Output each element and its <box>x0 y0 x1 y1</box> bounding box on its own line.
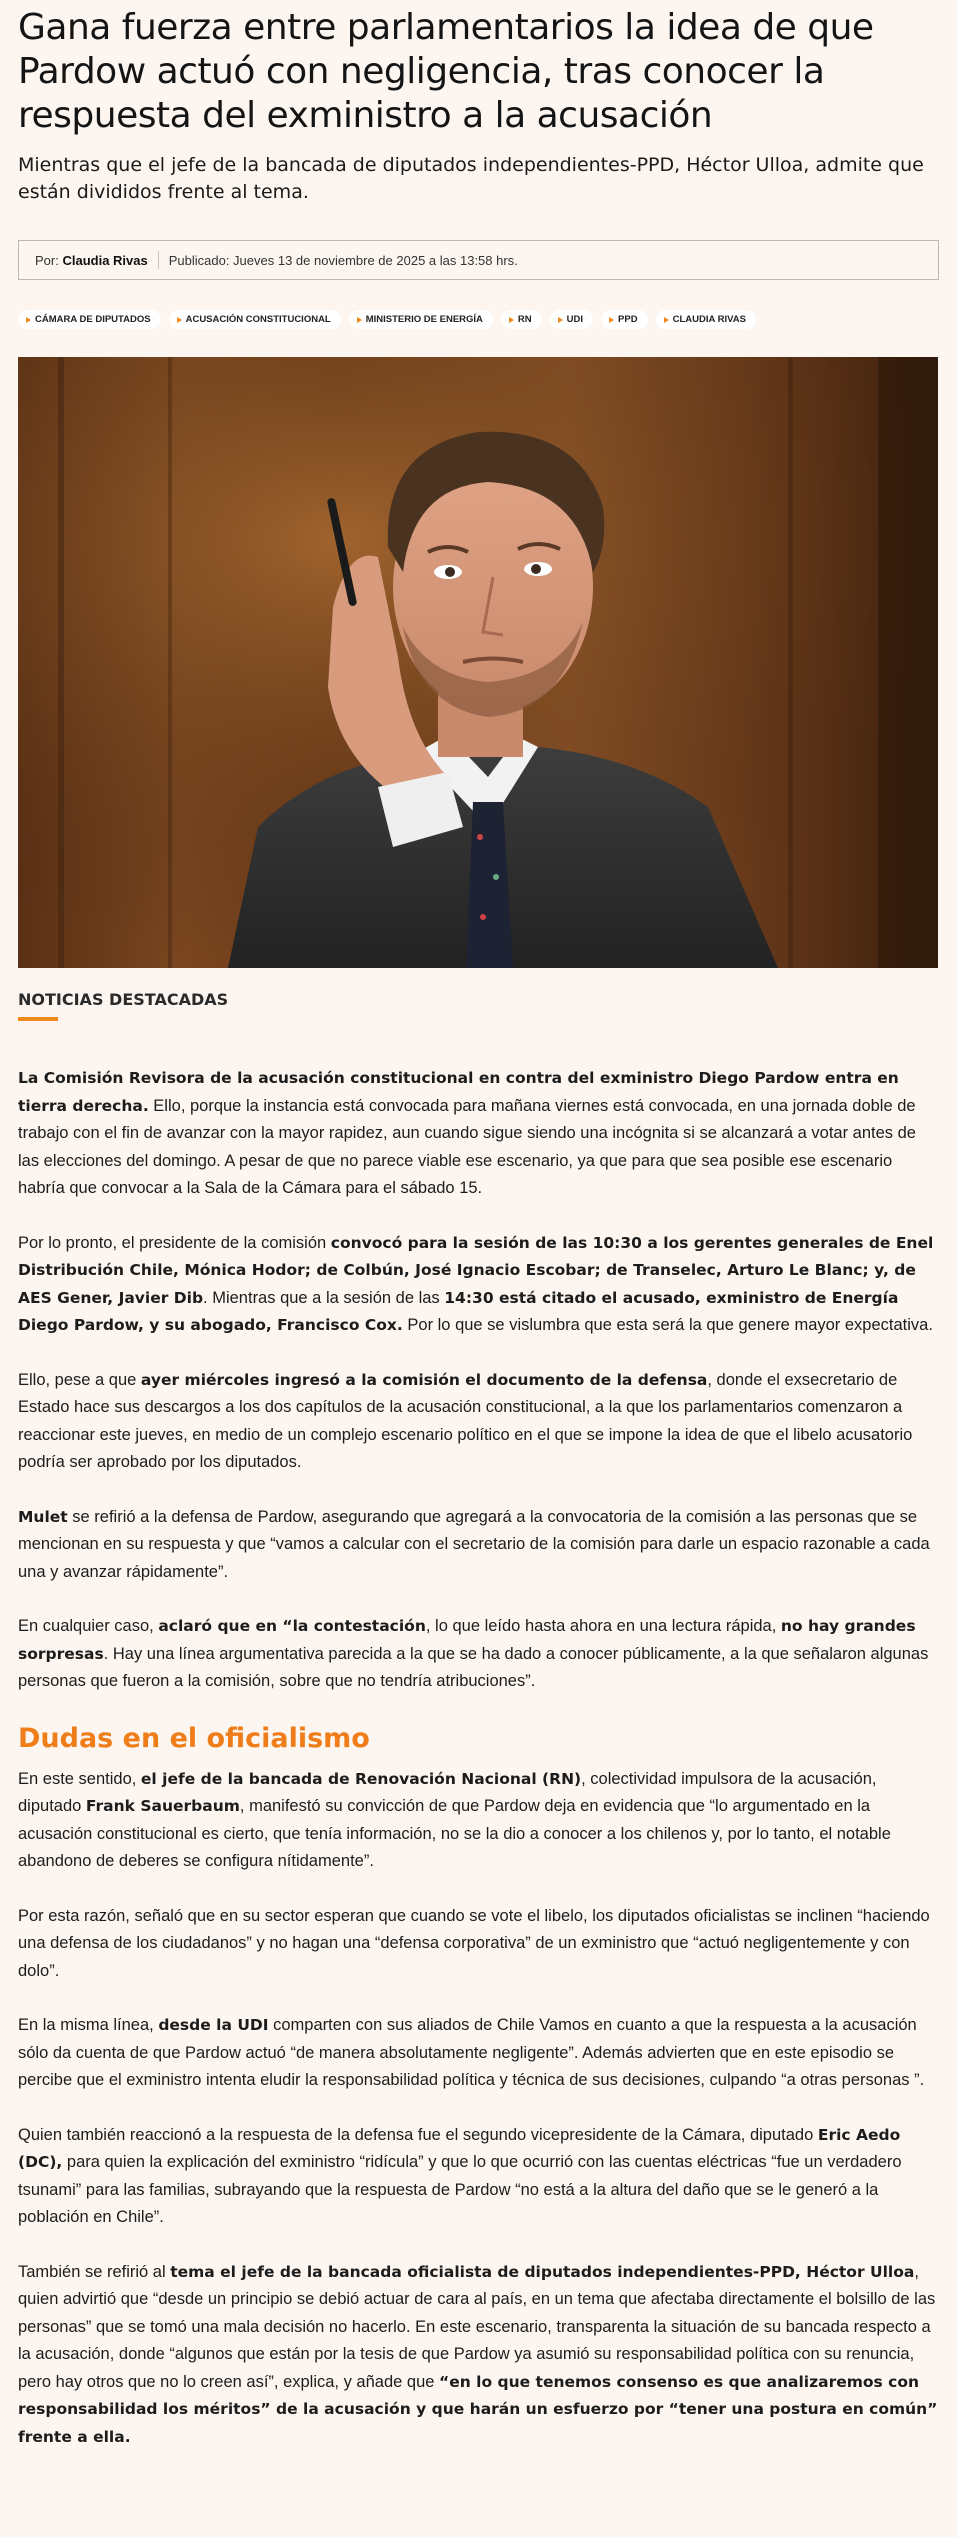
tag-label: UDI <box>566 314 584 325</box>
text: . Hay una línea argumentativa parecida a la que se ha dado a conocer públicamente, a la que señalaron algunas personas que fueron a la comisión, sobre que no tendría atribuciones”. <box>18 1644 929 1690</box>
tag-label: PPD <box>618 314 638 325</box>
tag-arrow-icon <box>357 317 362 323</box>
byline-author[interactable]: Claudia Rivas <box>62 252 148 268</box>
tag-list <box>18 310 939 329</box>
article <box>0 6 957 2451</box>
article-subheadline: Mientras que el jefe de la bancada de diputados independientes-PPD, Héctor Ulloa, admite que están divididos frente al tema. <box>18 154 924 203</box>
paragraph <box>18 2012 939 2095</box>
paragraph <box>18 2122 939 2232</box>
bold-text: desde la UDI <box>158 2016 269 2034</box>
paragraph <box>18 1504 939 1587</box>
section-underline <box>18 1017 58 1021</box>
paragraph <box>18 1613 939 1696</box>
bold-text: Eric Aedo (DC), <box>18 2125 901 2171</box>
paragraph <box>18 1065 939 1203</box>
text: para quien la explicación del exministro “ridícula” y que lo que ocurrió con las cuentas eléctricas “fue un verdadero tsunami” para las familias, subrayando que la respuesta de Pardow “no está a la altura del daño que se le generó a la población en Chile”. <box>18 2153 902 2226</box>
tag-label: CLAUDIA RIVAS <box>672 314 746 325</box>
tag-label: MINISTERIO DE ENERGÍA <box>365 314 483 325</box>
section-label: NOTICIAS DESTACADAS <box>18 990 229 1009</box>
tag-label: ACUSACIÓN CONSTITUCIONAL <box>185 314 331 325</box>
article-body <box>18 1065 939 2451</box>
text: . Mientras que a la sesión de las <box>203 1288 445 1307</box>
byline-divider <box>158 251 159 269</box>
text: Por lo que se vislumbra que esta será la que genere mayor expectativa. <box>402 1316 933 1334</box>
tag-ppd[interactable] <box>601 310 648 329</box>
tag-acusacion-constitucional[interactable] <box>169 310 341 329</box>
tag-label: CÁMARA DE DIPUTADOS <box>35 314 151 325</box>
bold-text: 14:30 está citado el acusado, exministro de Energía Diego Pardow, y su abogado, Francisco Cox. <box>18 1288 899 1334</box>
tag-arrow-icon <box>558 317 563 323</box>
portrait-illustration <box>18 357 938 968</box>
bold-text: ayer miércoles ingresó a la comisión el documento de la defensa <box>140 1370 708 1389</box>
paragraph <box>18 1367 939 1477</box>
tag-camara-de-diputados[interactable] <box>18 310 161 329</box>
tag-arrow-icon <box>509 317 514 323</box>
text: comparten con sus aliados de Chile Vamos en cuanto a que la respuesta a la acusación sólo da cuenta de que Pardow actuó “de manera absolutamente negligente”. Además advierten que en este episodio se percibe que el exministro intenta eludir la responsabilidad política y técnica de sus decisiones, culpando “a otras personas ”. <box>18 2016 925 2089</box>
bold-text: La Comisión Revisora de la acusación constitucional en contra del exministro Diego Pardow entra en tierra derecha. <box>18 1069 899 1115</box>
paragraph <box>18 1766 939 1876</box>
bold-text: Mulet <box>18 1507 68 1526</box>
text: se refirió a la defensa de Pardow, asegurando que agregará a la convocatoria de la comisión a las personas que se mencionan en su respuesta y que “vamos a calcular con el secretario de la comisión para darle un espacio razonable a cada una y avanzar rápidamente”. <box>18 1507 930 1581</box>
article-photo <box>18 357 938 968</box>
text: , quien advirtió que “desde un principio se debió actuar de cara al país, en un tema que afectaba directamente el bolsillo de las personas” que se tomó una mala decisión no hacerlo. En este escenario, transparenta la situación de su bancada respecto a la acusación, donde “algunos que están por la tesis de que Pardow ya asumió su responsabilidad política con su renuncia, pero hay otros que no lo creen así”, explica, y añade que <box>18 2262 936 2391</box>
paragraph <box>18 1230 939 1340</box>
byline <box>18 240 939 280</box>
text: , manifestó su convicción de que Pardow deja en evidencia que “lo argumentado en la acusación constitucional es cierto, que tenía información, no se la dio a conocer a los chilenos y, por lo tanto, el notable abandono de deberes se configura nítidamente”. <box>18 1797 891 1870</box>
tag-arrow-icon <box>664 317 669 323</box>
tag-arrow-icon <box>609 317 614 323</box>
byline-published: Publicado: Jueves 13 de noviembre de 2025 a las 13:58 hrs. <box>168 252 518 268</box>
text: , donde el exsecretario de Estado hace sus descargos a los dos capítulos de la acusación constitucional, a la que los parlamentarios comenzaron a reaccionar este jueves, en medio de un complejo escenario político en el que se impone la idea de que el libelo acusatorio podría ser aprobado por los diputados. <box>18 1370 913 1471</box>
text: Ello, porque la instancia está convocada para mañana viernes está convocada, en una jornada doble de trabajo con el fin de avanzar con la mayor rapidez, aun cuando sigue siendo una incógnita si se alcanzará a votar antes de las elecciones del domingo. A pesar de que no parece viable ese escenario, ya que para que sea posible ese escenario habría que convocar a la Sala de la Cámara para el sábado 15. <box>18 1096 916 1197</box>
section-heading: Dudas en el oficialismo <box>18 1722 370 1754</box>
text: Por lo pronto, el presidente de la comisión <box>18 1233 331 1252</box>
bold-text: “en lo que tenemos consenso es que analizaremos con responsabilidad los méritos” de la acusación y que harán un esfuerzo por “tener una postura en común” frente a ella. <box>18 2372 938 2446</box>
bold-text: Frank Sauerbaum <box>85 1797 240 1815</box>
bold-text: convocó para la sesión de las 10:30 a los gerentes generales de Enel Distribución Chile, Mónica Hodor; de Colbún, José Ignacio Escobar; de Transelec, Arturo Le Blanc; y, de AES Gener, Javier Dib <box>18 1233 934 1307</box>
text: Quien también reaccionó a la respuesta de la defensa fue el segundo vicepresidente de la Cámara, diputado <box>18 2125 818 2144</box>
paragraph <box>18 1903 939 1986</box>
text: Por esta razón, señaló que en su sector esperan que cuando se vote el libelo, los diputados oficialistas se inclinen “haciendo una defensa de los ciudadanos” y no hagan una “defensa corporativa” de un exministro que “actuó negligentemente y con dolo”. <box>18 1906 930 1980</box>
bold-text: aclaró que en “la contestación <box>158 1617 426 1635</box>
article-headline: Gana fuerza entre parlamentarios la idea de que Pardow actuó con negligencia, tras conocer la respuesta del exministro a la acusación <box>18 7 874 136</box>
tag-udi[interactable] <box>550 310 593 329</box>
tag-claudia-rivas[interactable] <box>656 310 756 329</box>
byline-prefix: Por: <box>35 252 59 268</box>
text: En la misma línea, <box>18 2016 159 2034</box>
text: En cualquier caso, <box>18 1617 159 1635</box>
text: Ello, pese a que <box>18 1370 141 1389</box>
text: En este sentido, <box>18 1769 141 1788</box>
paragraph <box>18 2259 939 2452</box>
tag-arrow-icon <box>177 317 182 323</box>
bold-text: no hay grandes sorpresas <box>18 1617 916 1663</box>
tag-ministerio-de-energia[interactable] <box>349 310 493 329</box>
text: , colectividad impulsora de la acusación, diputado <box>18 1769 877 1815</box>
tag-arrow-icon <box>26 317 31 323</box>
bold-text: el jefe de la bancada de Renovación Nacional (RN) <box>140 1769 582 1788</box>
text: , lo que leído hasta ahora en una lectura rápida, <box>425 1617 781 1635</box>
tag-label: RN <box>517 314 532 325</box>
tag-rn[interactable] <box>501 310 542 329</box>
bold-text: tema el jefe de la bancada oficialista de diputados independientes-PPD, Héctor Ulloa <box>170 2262 915 2281</box>
text: También se refirió al <box>18 2262 171 2281</box>
